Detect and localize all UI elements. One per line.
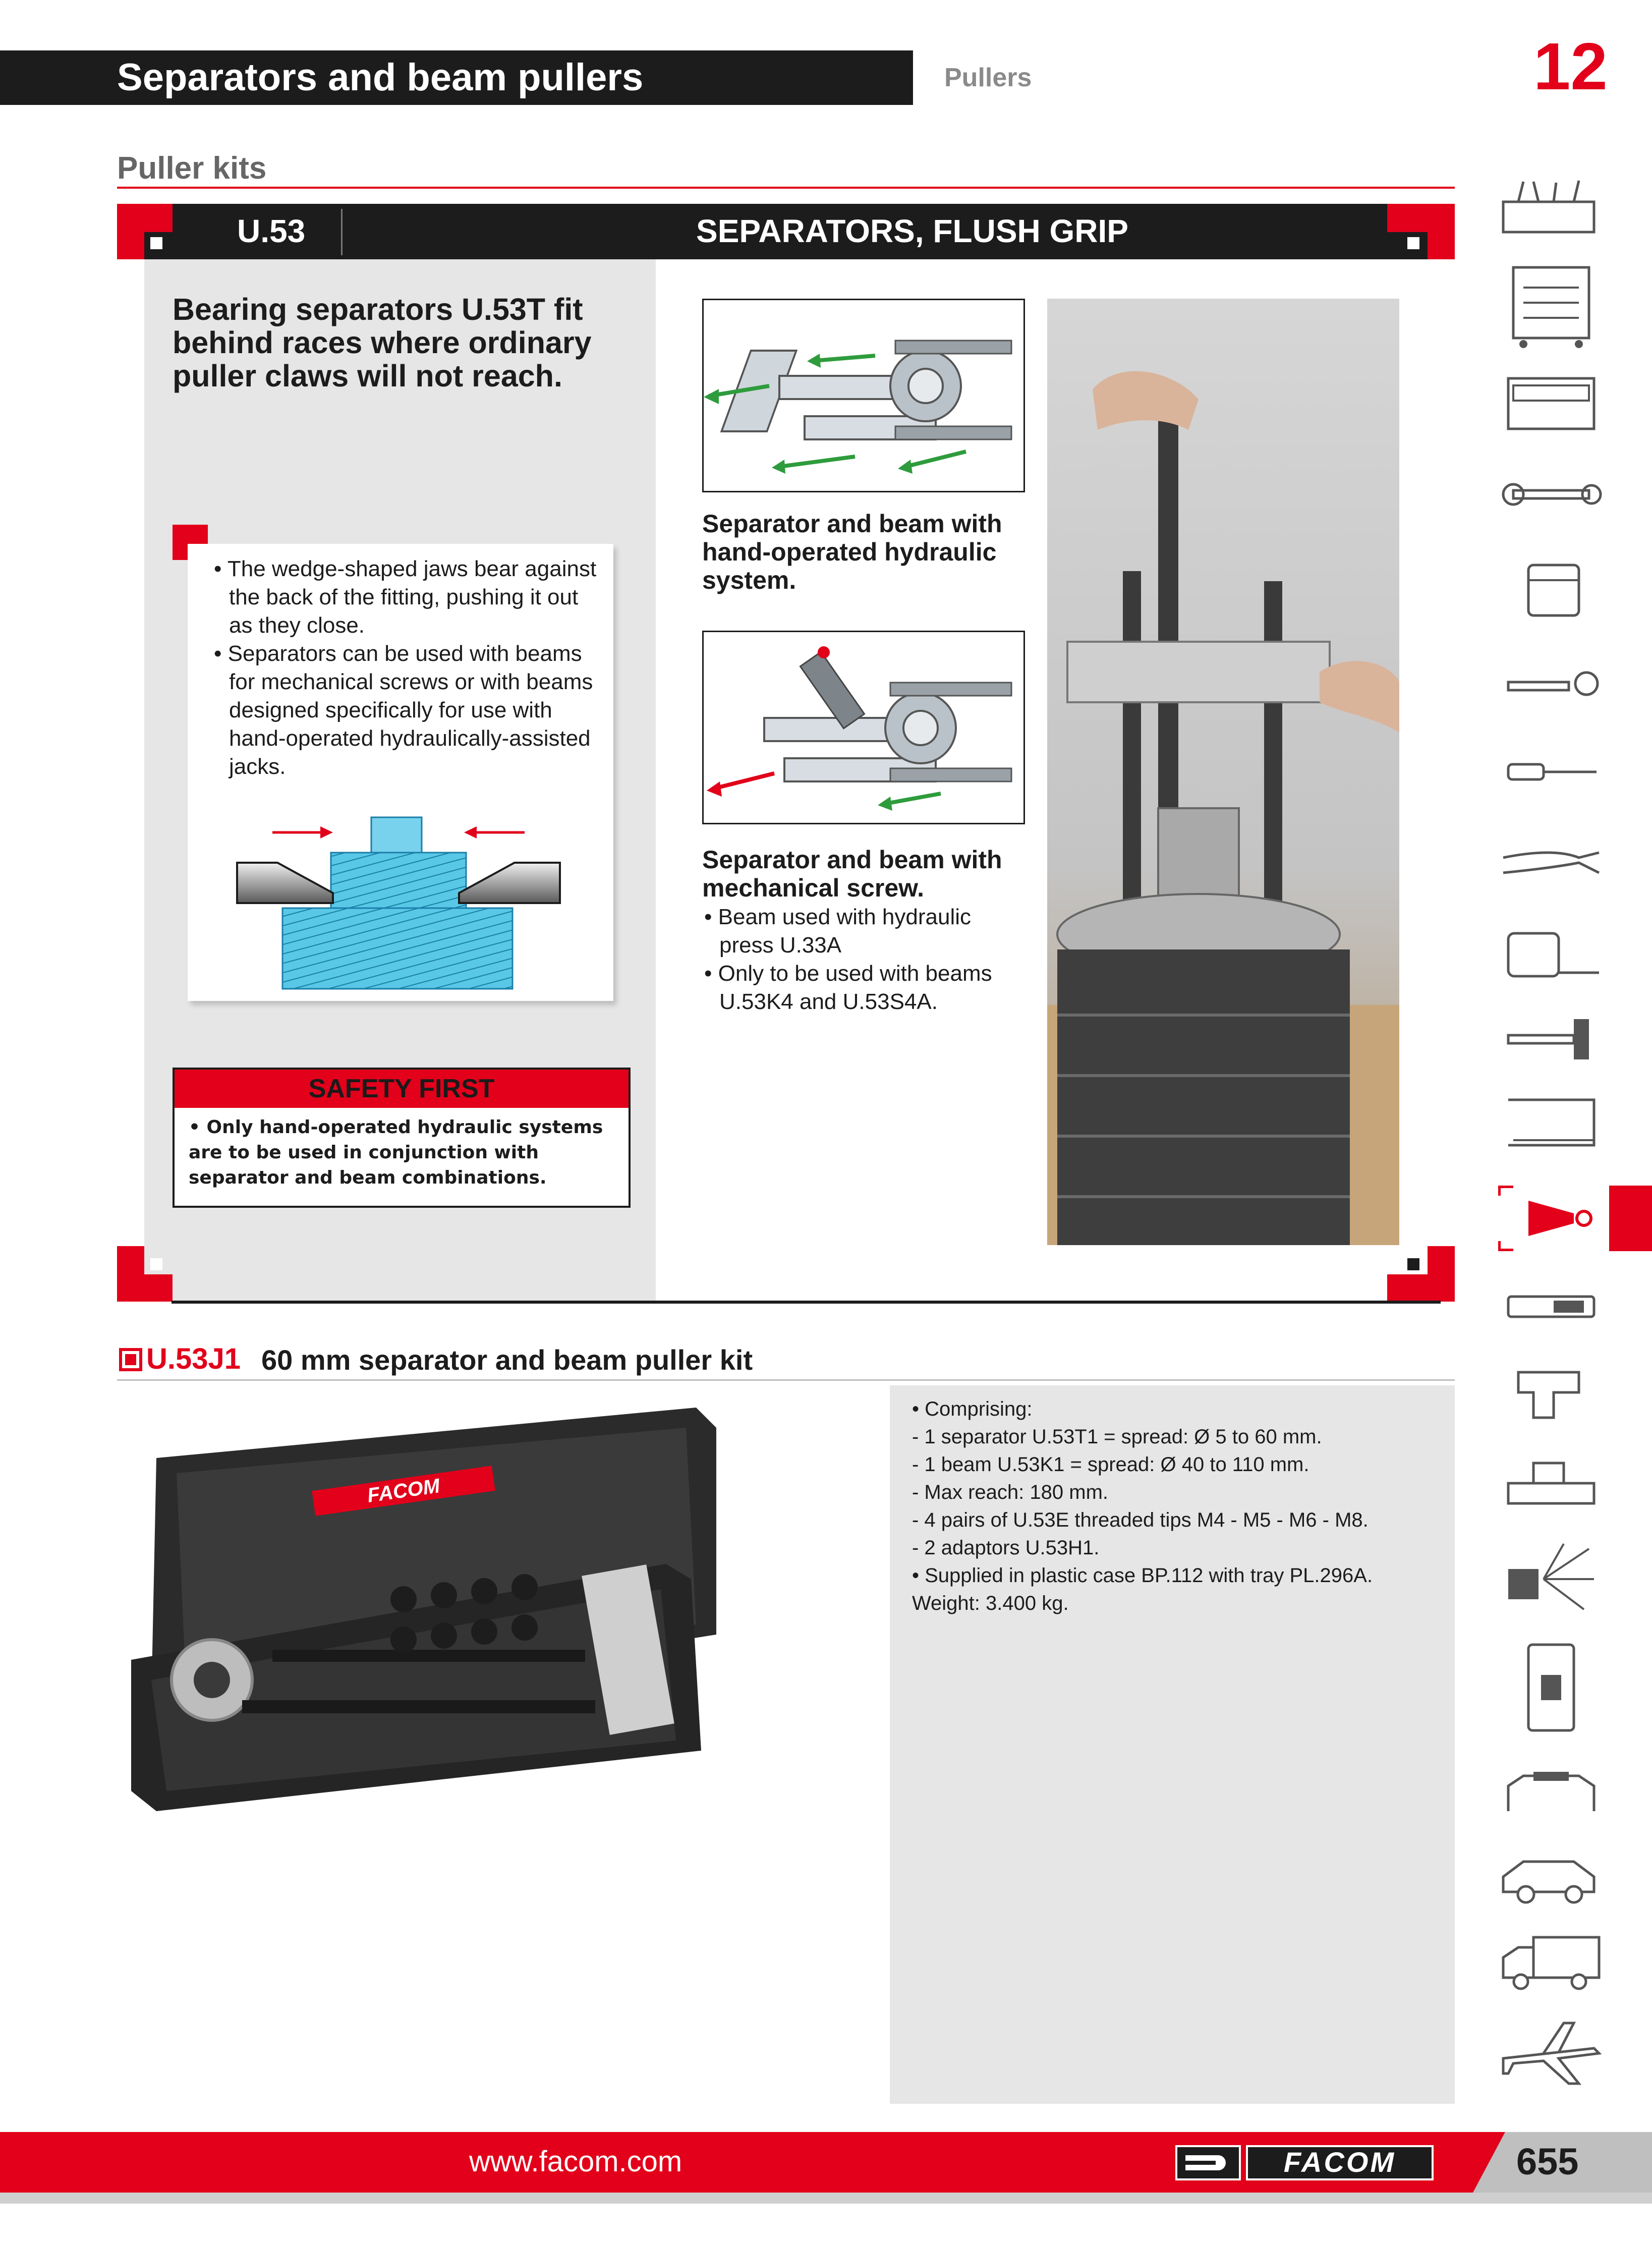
hacksaw-icon[interactable] [1498,1095,1604,1155]
footer-strip [0,2193,1652,2204]
separator-mechanical-illustration [704,632,1023,823]
spec-line: • Supplied in plastic case BP.112 with tray PL.296A. [912,1564,1373,1587]
product-title: 60 mm separator and beam puller kit [261,1344,753,1376]
product-code: U.53J1 [146,1342,241,1375]
chapter-number: 12 [1533,29,1608,103]
wrench-icon[interactable] [1498,464,1604,525]
panel-bottom-rule [172,1301,1441,1304]
figure1-caption: Separator and beam with hand-operated hydraulic system. [702,510,1002,594]
subheading-rule [117,187,1455,189]
spec-line: - Max reach: 180 mm. [912,1481,1109,1503]
feature-item: • The wedge-shaped jaws bear against the back of the fitting, pushing it out as they close. [214,556,597,638]
corner-square [150,237,162,249]
figure2-bullet: • Only to be used with beams U.53K4 and U.53S4A. [704,961,992,1014]
product-rule [117,1379,1455,1381]
section-label: Pullers [944,63,1032,92]
figure2-bullets [702,903,1025,1016]
socket-icon[interactable] [1498,560,1604,621]
figure-mechanical [702,631,1025,824]
page-title: Separators and beam pullers [117,56,644,99]
figure2-caption: Separator and beam with mechanical screw. [702,846,1002,902]
spec-line: • Comprising: [912,1398,1033,1420]
impact-wrench-icon[interactable] [1498,1362,1604,1423]
pliers-icon[interactable] [1498,832,1604,893]
tool-drawer-icon[interactable] [1498,373,1604,434]
corner-square [1407,1258,1419,1270]
spec-list [912,1395,1442,1617]
corner-square [1407,237,1419,249]
puller-photo-illustration [1047,299,1399,1245]
product-marker-fill [125,1354,136,1365]
puller-in-use-photo [1047,299,1399,1245]
panel-heading: SEPARATORS, FLUSH GRIP [696,213,1128,249]
tool-box-icon[interactable] [1498,177,1604,237]
website-link[interactable]: www.facom.com [469,2145,682,2178]
jaw-diagram [232,807,565,999]
features-list [212,555,605,781]
tool-cabinet-icon[interactable] [1498,262,1604,348]
kit-case-illustration [121,1397,726,1811]
safety-tool-icon[interactable] [1498,1539,1604,1614]
handle-icon[interactable] [1498,1761,1604,1821]
panel-code: U.53 [237,213,306,249]
page-number: 655 [1516,2141,1579,2182]
figure2-bullet: • Beam used with hydraulic press U.33A [704,905,971,958]
ratchet-icon[interactable] [1498,656,1604,716]
figure-hydraulic [702,299,1025,492]
spec-line: - 4 pairs of U.53E threaded tips M4 - M5 - M6 - M8. [912,1509,1369,1531]
brand-logo: FACOM [1246,2145,1434,2180]
hammer-icon[interactable] [1498,1009,1604,1070]
intro-text: Bearing separators U.53T fit behind races where ordinary puller claws will not reach. [173,292,592,393]
corner-square [150,1258,162,1270]
spec-line: - 1 separator U.53T1 = spread: Ø 5 to 60 mm. [912,1426,1322,1448]
tape-measure-icon[interactable] [1498,923,1604,984]
car-icon[interactable] [1498,1846,1604,1907]
active-section-marker [1609,1186,1652,1251]
feature-item: • Separators can be used with beams for mechanical screws or with beams designed specifically for use with hand-operated hydraulically-assisted jacks. [214,641,593,779]
puller-icon[interactable] [1498,1186,1604,1251]
airplane-icon[interactable] [1498,2018,1604,2089]
vice-icon[interactable] [1498,1453,1604,1513]
safety-title: SAFETY FIRST [308,1074,495,1103]
spec-line: - 1 beam U.53K1 = spread: Ø 40 to 110 mm. [912,1453,1309,1476]
subheading: Puller kits [117,151,267,186]
electrical-breaker-icon[interactable] [1498,1640,1604,1735]
separator-hydraulic-illustration [704,300,1023,491]
truck-icon[interactable] [1498,1932,1604,1993]
kit-case-photo [121,1397,726,1811]
spec-line: Weight: 3.400 kg. [912,1592,1069,1614]
spec-line: - 2 adaptors U.53H1. [912,1537,1100,1559]
torque-meter-icon[interactable] [1498,1276,1604,1337]
facom-logo-icon [1175,2145,1241,2180]
safety-text: • Only hand-operated hydraulic systems are to be used in conjunction with separator and beam combinations. [189,1117,603,1188]
screwdriver-icon[interactable] [1498,742,1604,802]
panel-divider [341,209,343,255]
case-logo: FACOM [366,1475,441,1507]
